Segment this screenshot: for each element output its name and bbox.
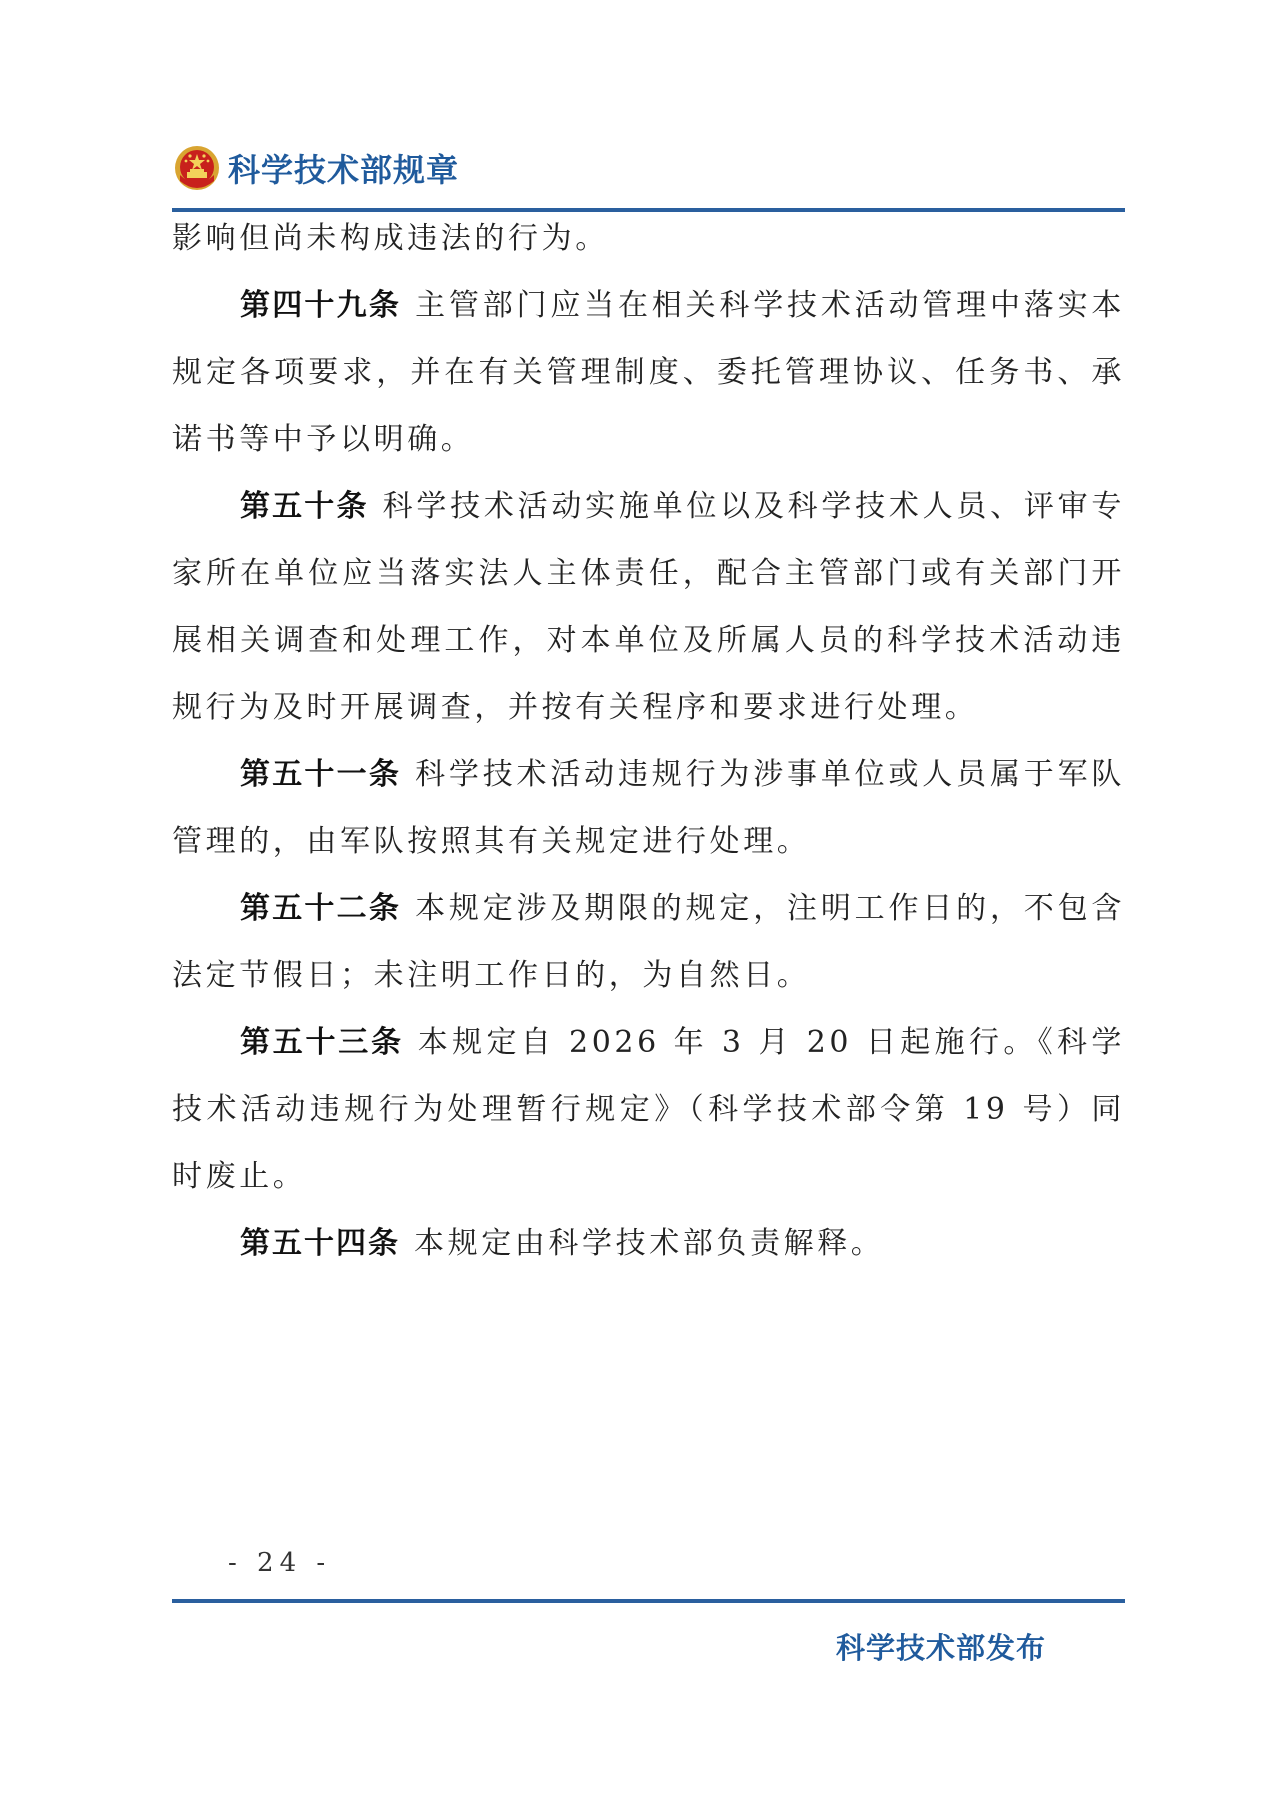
document-body	[172, 205, 1125, 1277]
article-52	[172, 875, 1125, 1009]
document-header	[174, 138, 459, 198]
article-54	[172, 1210, 1125, 1277]
article-number: 第五十一条	[240, 757, 402, 792]
article-text: 本规定自 2026 年 3 月 20 日起施行。《科学技术活动违规行为处理暂行规定》（科学技术部令第 19 号）同时废止。	[172, 1025, 1125, 1194]
article-text: 科学技术活动实施单位以及科学技术人员、评审专家所在单位应当落实法人主体责任，配合主管部门或有关部门开展相关调查和处理工作，对本单位及所属人员的科学技术活动违规行为及时开展调查，并按有关程序和要求进行处理。	[172, 489, 1125, 725]
national-emblem-icon	[174, 145, 220, 191]
header-title: 科学技术部规章	[228, 151, 460, 189]
article-number: 第四十九条	[240, 288, 402, 323]
page-number: - 24 -	[228, 1548, 332, 1578]
article-number: 第五十四条	[240, 1226, 400, 1261]
article-text: 本规定由科学技术部负责解释。	[414, 1226, 885, 1261]
article-number: 第五十三条	[240, 1025, 404, 1060]
footer-publisher: 科学技术部发布	[836, 1631, 1047, 1665]
article-50	[172, 473, 1125, 741]
article-49	[172, 272, 1125, 473]
paragraph-continuation	[172, 205, 1125, 272]
article-text: 科学技术活动违规行为涉事单位或人员属于军队管理的，由军队按照其有关规定进行处理。	[172, 757, 1125, 859]
article-51	[172, 741, 1125, 875]
article-number: 第五十条	[240, 489, 369, 524]
footer-divider	[172, 1599, 1125, 1603]
article-number: 第五十二条	[240, 891, 402, 926]
article-53	[172, 1009, 1125, 1210]
article-text: 主管部门应当在相关科学技术活动管理中落实本规定各项要求，并在有关管理制度、委托管理协议、任务书、承诺书等中予以明确。	[172, 288, 1125, 457]
paragraph-text: 影响但尚未构成违法的行为。	[172, 221, 609, 256]
article-text: 本规定涉及期限的规定，注明工作日的，不包含法定节假日；未注明工作日的，为自然日。	[172, 891, 1125, 993]
